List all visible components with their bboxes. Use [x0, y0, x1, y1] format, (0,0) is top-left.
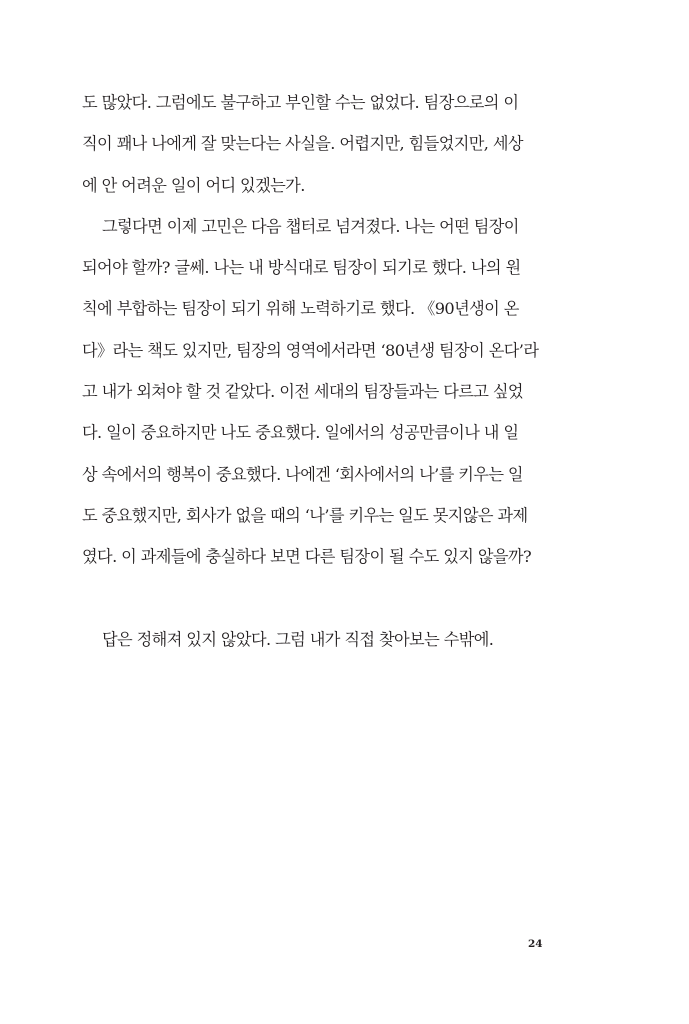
text-line: 칙에 부합하는 팀장이 되기 위해 노력하기로 했다. 《90년생이 온	[82, 299, 519, 319]
page-number: 24	[528, 938, 543, 950]
text-line: 도 많았다. 그럼에도 불구하고 부인할 수는 없었다. 팀장으로의 이	[82, 93, 519, 112]
paragraph-1	[82, 82, 582, 206]
text-line: 였다. 이 과제들에 충실하다 보면 다른 팀장이 될 수도 있지 않을까?	[82, 547, 532, 567]
paragraph-gap	[82, 578, 582, 619]
text-line: 도 중요했지만, 회사가 없을 때의 ‘나’를 키우는 일도 못지않은 과제	[82, 505, 528, 525]
body-text	[82, 82, 582, 660]
text-line: 고 내가 외쳐야 할 것 같았다. 이전 세대의 팀장들과는 다르고 싶었	[82, 382, 523, 402]
text-line: 직이 꽤나 나에게 잘 맞는다는 사실을. 어렵지만, 힘들었지만, 세상	[82, 134, 523, 154]
text-line: 다》라는 책도 있지만, 팀장의 영역에서라면 ‘80년생 팀장이 온다’라	[82, 340, 539, 360]
text-line: 답은 정해져 있지 않았다. 그럼 내가 직접 찾아보는 수밖에.	[102, 629, 494, 649]
text-line: 그렇다면 이제 고민은 다음 챕터로 넘겨졌다. 나는 어떤 팀장이	[102, 216, 519, 236]
text-line: 상 속에서의 행복이 중요했다. 나에겐 ‘회사에서의 나’를 키우는 일	[82, 464, 523, 484]
text-line: 에 안 어려운 일이 어디 있겠는가.	[82, 175, 305, 195]
text-line: 다. 일이 중요하지만 나도 중요했다. 일에서의 성공만큼이나 내 일	[82, 423, 519, 443]
paragraph-3	[82, 619, 582, 660]
text-line: 되어야 할까? 글쎄. 나는 내 방식대로 팀장이 되기로 했다. 나의 원	[82, 258, 521, 278]
paragraph-2	[82, 206, 582, 578]
